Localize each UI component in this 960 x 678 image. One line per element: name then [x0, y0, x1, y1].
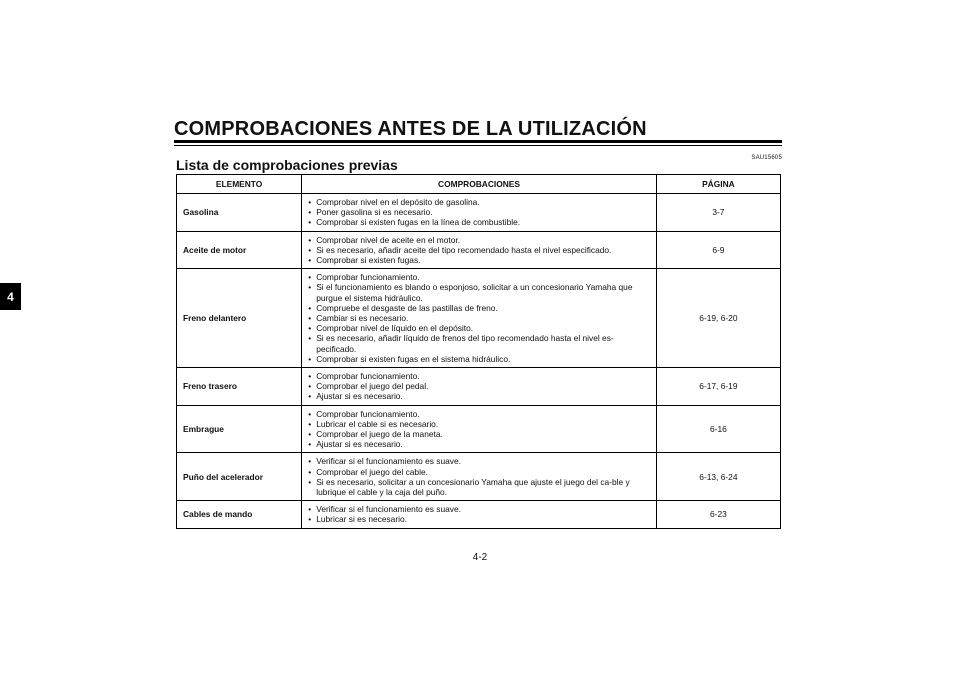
row-page: 6-19, 6-20: [656, 269, 780, 368]
check-list: [308, 504, 650, 524]
row-checks: [302, 368, 657, 406]
checklist-table: [176, 174, 781, 529]
header-checks: COMPROBACIONES: [302, 175, 657, 194]
check-item: • Comprobar nivel en el depósito de gasolina.: [308, 197, 650, 207]
row-page: 6-9: [656, 231, 780, 269]
check-item: • Comprobar nivel de aceite en el motor.: [308, 235, 650, 245]
check-item: • Comprobar funcionamiento.: [308, 409, 650, 419]
check-list: [308, 272, 650, 364]
row-item: Gasolina: [177, 194, 302, 232]
check-item: • Comprobar funcionamiento.: [308, 272, 650, 282]
check-item: • Si es necesario, añadir aceite del tipo recomendado hasta el nivel especificado.: [308, 245, 650, 255]
check-item: • Si es necesario, solicitar a un concesionario Yamaha que ajuste el juego del ca-ble y lubrique el cable y la caja del puño.: [308, 477, 650, 497]
row-item: Puño del acelerador: [177, 453, 302, 501]
check-item: • Comprobar el juego de la maneta.: [308, 429, 650, 439]
row-checks: [302, 231, 657, 269]
check-item: • Cambiar si es necesario.: [308, 313, 650, 323]
row-item: Freno delantero: [177, 269, 302, 368]
row-page: 3-7: [656, 194, 780, 232]
table-header-row: [177, 175, 781, 194]
check-item: • Compruebe el desgaste de las pastillas de freno.: [308, 303, 650, 313]
row-item: Aceite de motor: [177, 231, 302, 269]
section-code: SAU15605: [751, 155, 782, 161]
header-rule-thick: [174, 140, 782, 143]
check-list: [308, 409, 650, 450]
table-row: [177, 453, 781, 501]
check-item: • Comprobar funcionamiento.: [308, 371, 650, 381]
check-list: [308, 456, 650, 497]
check-item: • Comprobar el juego del cable.: [308, 467, 650, 477]
chapter-tab: 4: [0, 283, 21, 310]
check-list: [308, 197, 650, 228]
row-item: Embrague: [177, 405, 302, 453]
page-number: 4-2: [472, 552, 488, 563]
row-item: Freno trasero: [177, 368, 302, 406]
row-checks: [302, 501, 657, 528]
row-page: 6-13, 6-24: [656, 453, 780, 501]
check-item: • Comprobar si existen fugas en el sistema hidráulico.: [308, 354, 650, 364]
header-page: PÁGINA: [656, 175, 780, 194]
table-row: [177, 368, 781, 406]
table-row: [177, 405, 781, 453]
table-row: [177, 194, 781, 232]
check-item: • Poner gasolina si es necesario.: [308, 207, 650, 217]
section-title: Lista de comprobaciones previas: [176, 157, 398, 173]
row-checks: [302, 405, 657, 453]
table-row: [177, 269, 781, 368]
check-item: • Si el funcionamiento es blando o esponjoso, solicitar a un concesionario Yamaha que purgue el sistema hidráulico.: [308, 282, 650, 302]
table-row: [177, 501, 781, 528]
check-list: [308, 235, 650, 266]
check-item: • Comprobar si existen fugas en la línea de combustible.: [308, 217, 650, 227]
header-rule-thin: [174, 145, 782, 146]
row-page: 6-23: [656, 501, 780, 528]
row-checks: [302, 269, 657, 368]
table-row: [177, 231, 781, 269]
check-item: • Ajustar si es necesario.: [308, 439, 650, 449]
row-page: 6-17, 6-19: [656, 368, 780, 406]
check-item: • Lubricar si es necesario.: [308, 514, 650, 524]
check-item: • Lubricar el cable si es necesario.: [308, 419, 650, 429]
check-item: • Verificar si el funcionamiento es suave.: [308, 456, 650, 466]
header-item: ELEMENTO: [177, 175, 302, 194]
check-item: • Comprobar el juego del pedal.: [308, 381, 650, 391]
check-item: • Si es necesario, añadir líquido de frenos del tipo recomendado hasta el nivel es-pecificado.: [308, 333, 650, 353]
row-checks: [302, 453, 657, 501]
page-header-title: COMPROBACIONES ANTES DE LA UTILIZACIÓN: [174, 118, 647, 140]
row-item: Cables de mando: [177, 501, 302, 528]
row-checks: [302, 194, 657, 232]
check-item: • Comprobar nivel de líquido en el depósito.: [308, 323, 650, 333]
check-item: • Comprobar si existen fugas.: [308, 255, 650, 265]
check-item: • Verificar si el funcionamiento es suave.: [308, 504, 650, 514]
table-body: [177, 194, 781, 529]
row-page: 6-16: [656, 405, 780, 453]
check-item: • Ajustar si es necesario.: [308, 391, 650, 401]
check-list: [308, 371, 650, 402]
